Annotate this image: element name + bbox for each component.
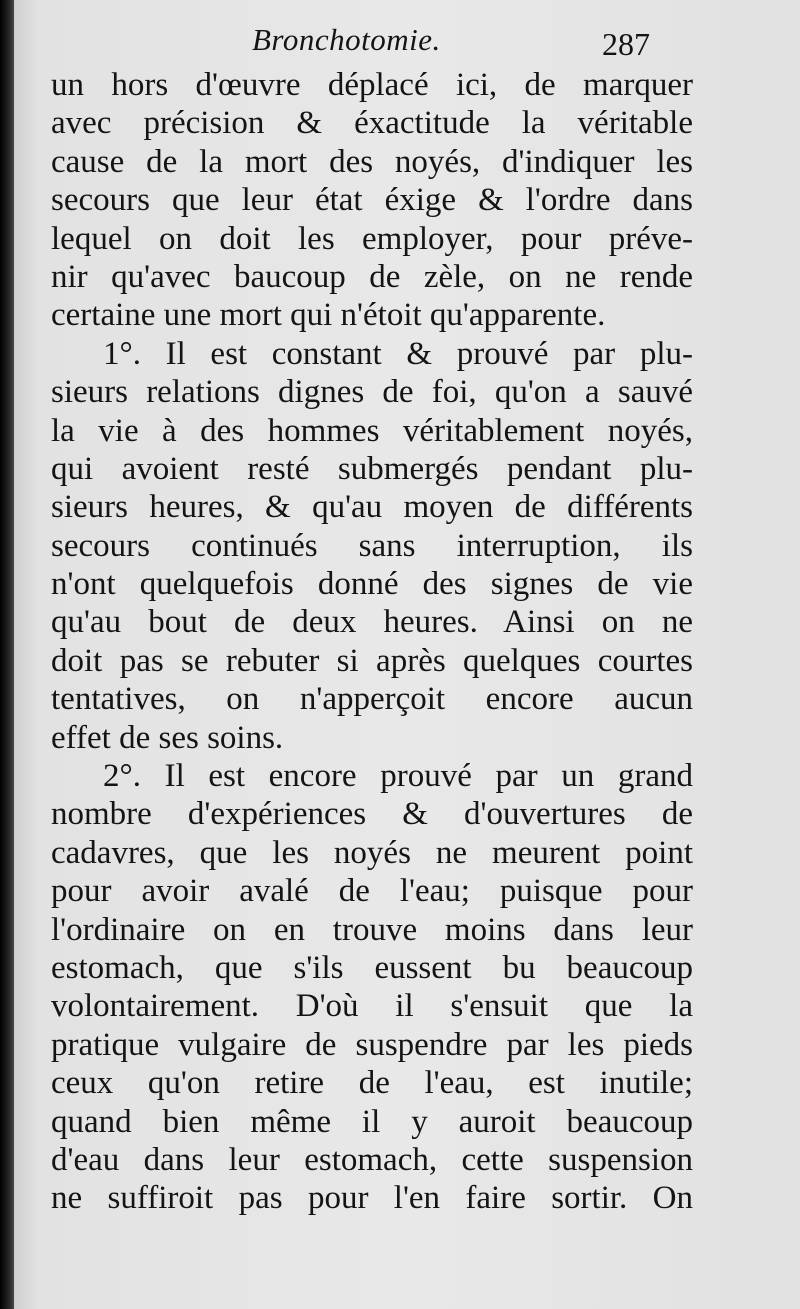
text-line: cause de la mort des noyés, d'indiquer les [51, 143, 693, 180]
text-line: qui avoient resté submergés pendant plu- [51, 450, 693, 487]
text-line: volontairement. D'où il s'ensuit que la [51, 988, 693, 1025]
page-number: 287 [602, 26, 650, 62]
text-line: secours que leur état éxige & l'ordre dans [51, 182, 693, 219]
text-line: quand bien même il y auroit beaucoup [51, 1103, 693, 1140]
text-line: sieurs heures, & qu'au moyen de différents [51, 489, 693, 526]
text-line: tentatives, on n'apperçoit encore aucun [51, 681, 693, 718]
text-line: 1°. Il est constant & prouvé par plu- [103, 335, 693, 372]
text-line: n'ont quelquefois donné des signes de vie [51, 566, 693, 603]
text-line: sieurs relations dignes de foi, qu'on a sauvé [51, 374, 693, 411]
book-page [14, 0, 800, 1309]
text-line: certaine une mort qui n'étoit qu'apparente. [51, 297, 606, 334]
text-line: cadavres, que les noyés ne meurent point [51, 834, 693, 871]
text-line: un hors d'œuvre déplacé ici, de marquer [51, 67, 693, 103]
text-line: ceux qu'on retire de l'eau, est inutile; [51, 1065, 693, 1102]
text-line: avec précision & éxactitude la véritable [51, 105, 693, 142]
text-line: d'eau dans leur estomach, cette suspension [51, 1141, 693, 1178]
text-line: secours continués sans interruption, ils [51, 527, 693, 564]
text-line: estomach, que s'ils eussent bu beaucoup [51, 949, 693, 986]
text-line: nombre d'expériences & d'ouvertures de [51, 796, 693, 833]
text-line: ne suffiroit pas pour l'en faire sortir. On [51, 1180, 693, 1217]
text-line: lequel on doit les employer, pour préve- [51, 220, 693, 257]
text-line: l'ordinaire on en trouve moins dans leur [51, 911, 693, 948]
text-line: pratique vulgaire de suspendre par les pieds [51, 1026, 693, 1063]
text-line: 2°. Il est encore prouvé par un grand [103, 758, 693, 795]
text-line: doit pas se rebuter si après quelques courtes [51, 642, 693, 679]
running-title: Bronchotomie. [252, 22, 441, 57]
text-line: nir qu'avec baucoup de zèle, on ne rende [51, 258, 693, 295]
text-line: pour avoir avalé de l'eau; puisque pour [51, 873, 693, 910]
text-line: qu'au bout de deux heures. Ainsi on ne [51, 604, 693, 641]
body-text [51, 66, 693, 1218]
text-line: la vie à des hommes véritablement noyés, [51, 412, 693, 449]
page-header [14, 22, 800, 72]
text-line: effet de ses soins. [51, 719, 284, 756]
